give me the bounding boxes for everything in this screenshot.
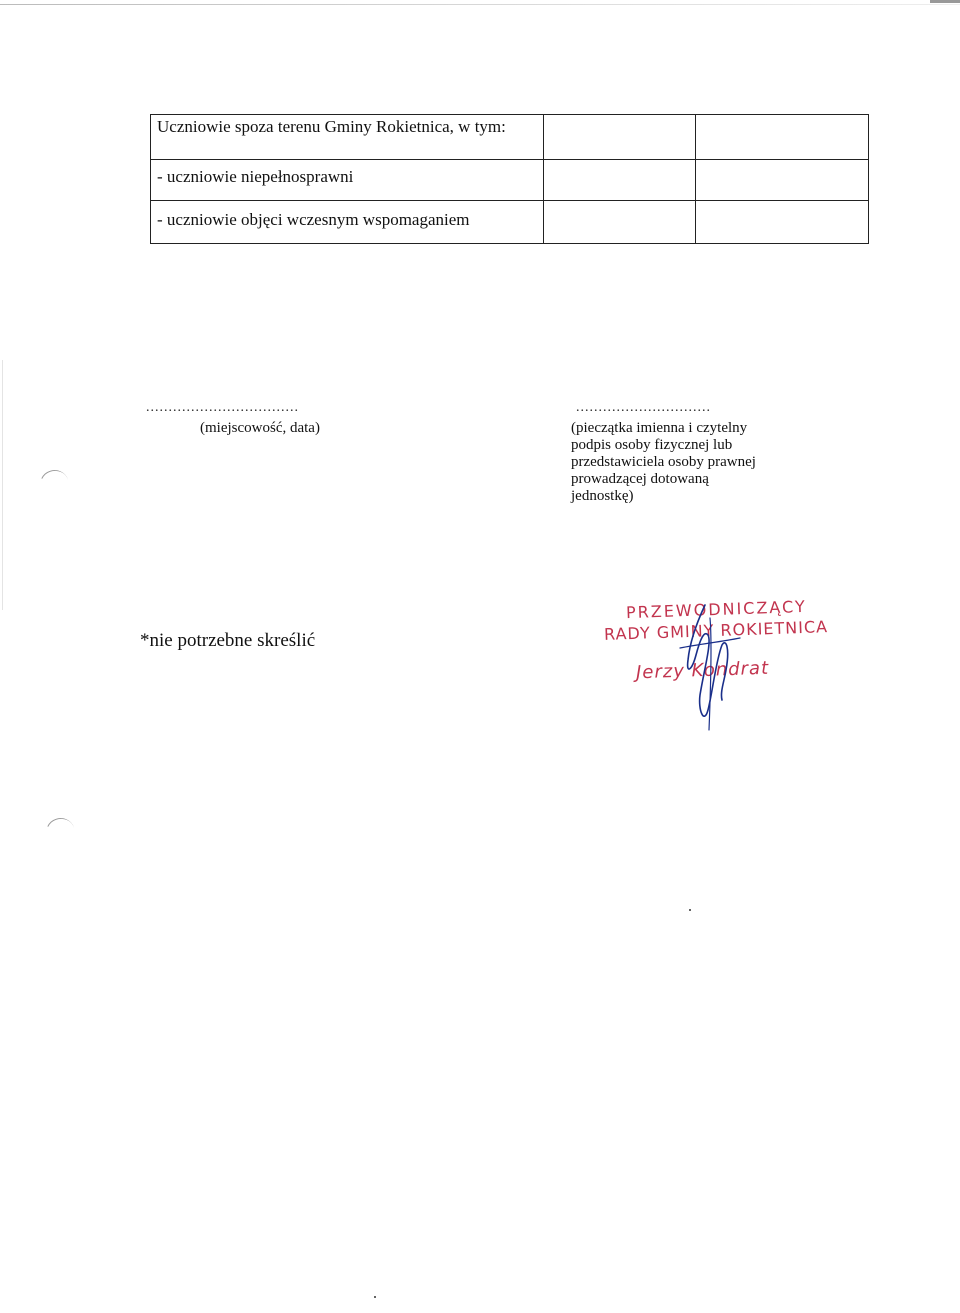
punch-hole-mark bbox=[36, 466, 73, 503]
table-cell-value bbox=[544, 160, 696, 201]
signature-caption-line: (pieczątka imienna i czytelny bbox=[571, 420, 748, 436]
speck bbox=[689, 909, 691, 911]
punch-hole-mark bbox=[42, 814, 79, 851]
signature-caption-line: przedstawiciela osoby prawnej bbox=[571, 454, 756, 470]
table-row-label: - uczniowie niepełnosprawni bbox=[151, 160, 544, 201]
signature-caption-line: jednostkę) bbox=[571, 488, 634, 504]
speck bbox=[374, 1296, 376, 1298]
table-row bbox=[151, 201, 869, 244]
table-row bbox=[151, 160, 869, 201]
pupils-table bbox=[150, 114, 869, 244]
footnote: *nie potrzebne skreślić bbox=[140, 630, 316, 651]
table-row-label: - uczniowie objęci wczesnym wspomaganiem bbox=[151, 201, 544, 244]
place-date-dotted-line: .................................. bbox=[146, 400, 299, 415]
stamp-institution: RADY GMINY ROKIETNICA bbox=[603, 617, 829, 644]
table-cell-value bbox=[544, 115, 696, 160]
stamp-name: Jerzy Kondrat bbox=[635, 657, 770, 684]
table-cell-value bbox=[696, 201, 869, 244]
signature-caption bbox=[571, 420, 756, 505]
handwritten-signature bbox=[660, 600, 750, 740]
table-cell-value bbox=[696, 115, 869, 160]
scan-edge-corner bbox=[930, 0, 960, 3]
signature-dotted-line: .............................. bbox=[576, 400, 711, 415]
scan-edge-left bbox=[2, 360, 3, 610]
signature-caption-line: podpis osoby fizycznej lub bbox=[571, 437, 733, 453]
signature-caption-line: prowadzącej dotowaną bbox=[571, 471, 709, 487]
table-row-label: Uczniowie spoza terenu Gminy Rokietnica, w tym: bbox=[151, 115, 544, 160]
table-row bbox=[151, 115, 869, 160]
stamp-title: PRZEWODNICZĄCY bbox=[625, 596, 807, 623]
table-cell-value bbox=[696, 160, 869, 201]
table-cell-value bbox=[544, 201, 696, 244]
place-date-caption: (miejscowość, data) bbox=[200, 420, 320, 436]
scan-edge-top bbox=[0, 4, 960, 5]
